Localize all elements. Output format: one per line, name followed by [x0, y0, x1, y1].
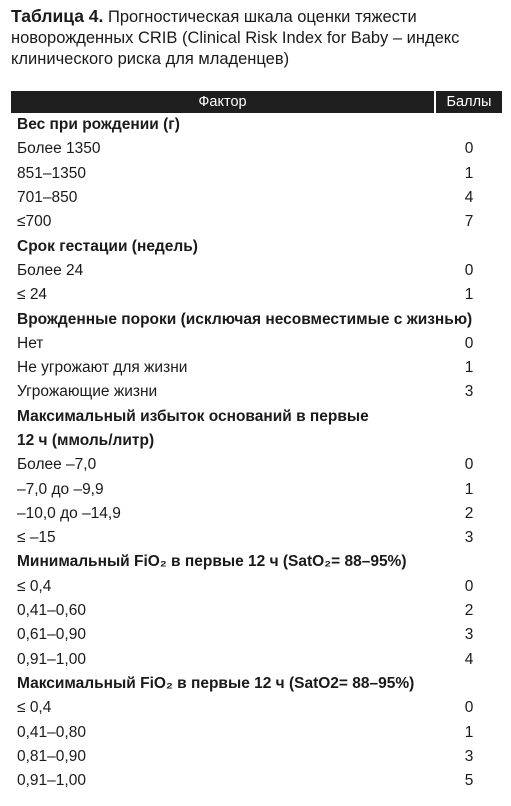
factor-cell: ≤700	[17, 213, 52, 231]
table-body	[11, 113, 502, 793]
score-cell: 4	[464, 189, 474, 207]
factor-cell: ≤ 0,4	[17, 577, 52, 595]
factor-cell: Более 24	[17, 261, 84, 279]
score-cell: 3	[464, 529, 474, 547]
table-row	[11, 380, 502, 404]
section-title: Максимальный FiO₂ в первые 12 ч (SatO2= 88–95%)	[17, 674, 415, 692]
factor-cell: 0,91–1,00	[17, 650, 86, 668]
score-cell: 1	[464, 164, 474, 182]
section-row	[11, 113, 502, 137]
crib-table	[11, 91, 502, 793]
caption-text: Прогностическая шкала оценки тяжести новорожденных CRIB (Clinical Risk Index for Baby – индекс клинического риска для младенцев)	[11, 8, 460, 68]
score-cell: 7	[464, 213, 474, 231]
factor-cell: 701–850	[17, 189, 78, 207]
section-title: Врожденные пороки (исключая несовместимые с жизнью)	[17, 310, 473, 328]
score-cell: 0	[464, 577, 474, 595]
section-row	[11, 405, 502, 454]
caption-lead: Таблица 4.	[11, 6, 104, 26]
score-cell: 2	[464, 602, 474, 620]
score-cell: 1	[464, 723, 474, 741]
score-cell: 3	[464, 383, 474, 401]
table-row	[11, 477, 502, 501]
table-row	[11, 769, 502, 793]
score-cell: 4	[464, 650, 474, 668]
section-title: Минимальный FiO₂ в первые 12 ч (SatO₂= 88–95%)	[17, 553, 407, 571]
factor-cell: Более 1350	[17, 140, 101, 158]
factor-cell: 0,81–0,90	[17, 747, 86, 765]
factor-cell: –7,0 до –9,9	[17, 480, 104, 498]
section-title: Максимальный избыток оснований в первые 12 ч (ммоль/литр)	[17, 407, 369, 449]
score-cell: 5	[464, 772, 474, 790]
score-cell: 0	[464, 699, 474, 717]
score-cell: 0	[464, 334, 474, 352]
section-title: Срок гестации (недель)	[17, 237, 198, 255]
factor-cell: Нет	[17, 334, 44, 352]
section-row	[11, 307, 502, 331]
factor-cell: ≤ 0,4	[17, 699, 52, 717]
section-row	[11, 550, 502, 574]
table-caption	[11, 6, 503, 70]
table-row	[11, 526, 502, 550]
table-row	[11, 356, 502, 380]
table-header	[11, 91, 502, 113]
factor-cell: Более –7,0	[17, 456, 97, 474]
table-row	[11, 720, 502, 744]
score-cell: 1	[464, 359, 474, 377]
table-row	[11, 259, 502, 283]
factor-cell: 0,41–0,80	[17, 723, 86, 741]
header-score: Баллы	[446, 94, 492, 110]
table-row	[11, 186, 502, 210]
factor-cell: 0,41–0,60	[17, 602, 86, 620]
score-cell: 3	[464, 626, 474, 644]
table-row	[11, 648, 502, 672]
table-row	[11, 623, 502, 647]
factor-cell: 851–1350	[17, 164, 86, 182]
factor-cell: –10,0 до –14,9	[17, 504, 121, 522]
score-cell: 2	[464, 504, 474, 522]
table-row	[11, 745, 502, 769]
factor-cell: ≤ –15	[17, 529, 56, 547]
table-row	[11, 453, 502, 477]
table-row	[11, 332, 502, 356]
section-title: Вес при рождении (г)	[17, 116, 180, 134]
score-cell: 0	[464, 261, 474, 279]
table-row	[11, 162, 502, 186]
header-factor: Фактор	[11, 91, 436, 113]
section-row	[11, 672, 502, 696]
factor-cell: 0,91–1,00	[17, 772, 86, 790]
score-cell: 1	[464, 286, 474, 304]
factor-cell: Угрожающие жизни	[17, 383, 158, 401]
section-row	[11, 234, 502, 258]
table-row	[11, 210, 502, 234]
score-cell: 3	[464, 747, 474, 765]
table-row	[11, 696, 502, 720]
table-row	[11, 137, 502, 161]
table-row	[11, 599, 502, 623]
factor-cell: ≤ 24	[17, 286, 48, 304]
factor-cell: 0,61–0,90	[17, 626, 86, 644]
table-row	[11, 283, 502, 307]
factor-cell: Не угрожают для жизни	[17, 359, 188, 377]
table-row	[11, 502, 502, 526]
table-row	[11, 575, 502, 599]
score-cell: 1	[464, 480, 474, 498]
score-cell: 0	[464, 456, 474, 474]
score-cell: 0	[464, 140, 474, 158]
